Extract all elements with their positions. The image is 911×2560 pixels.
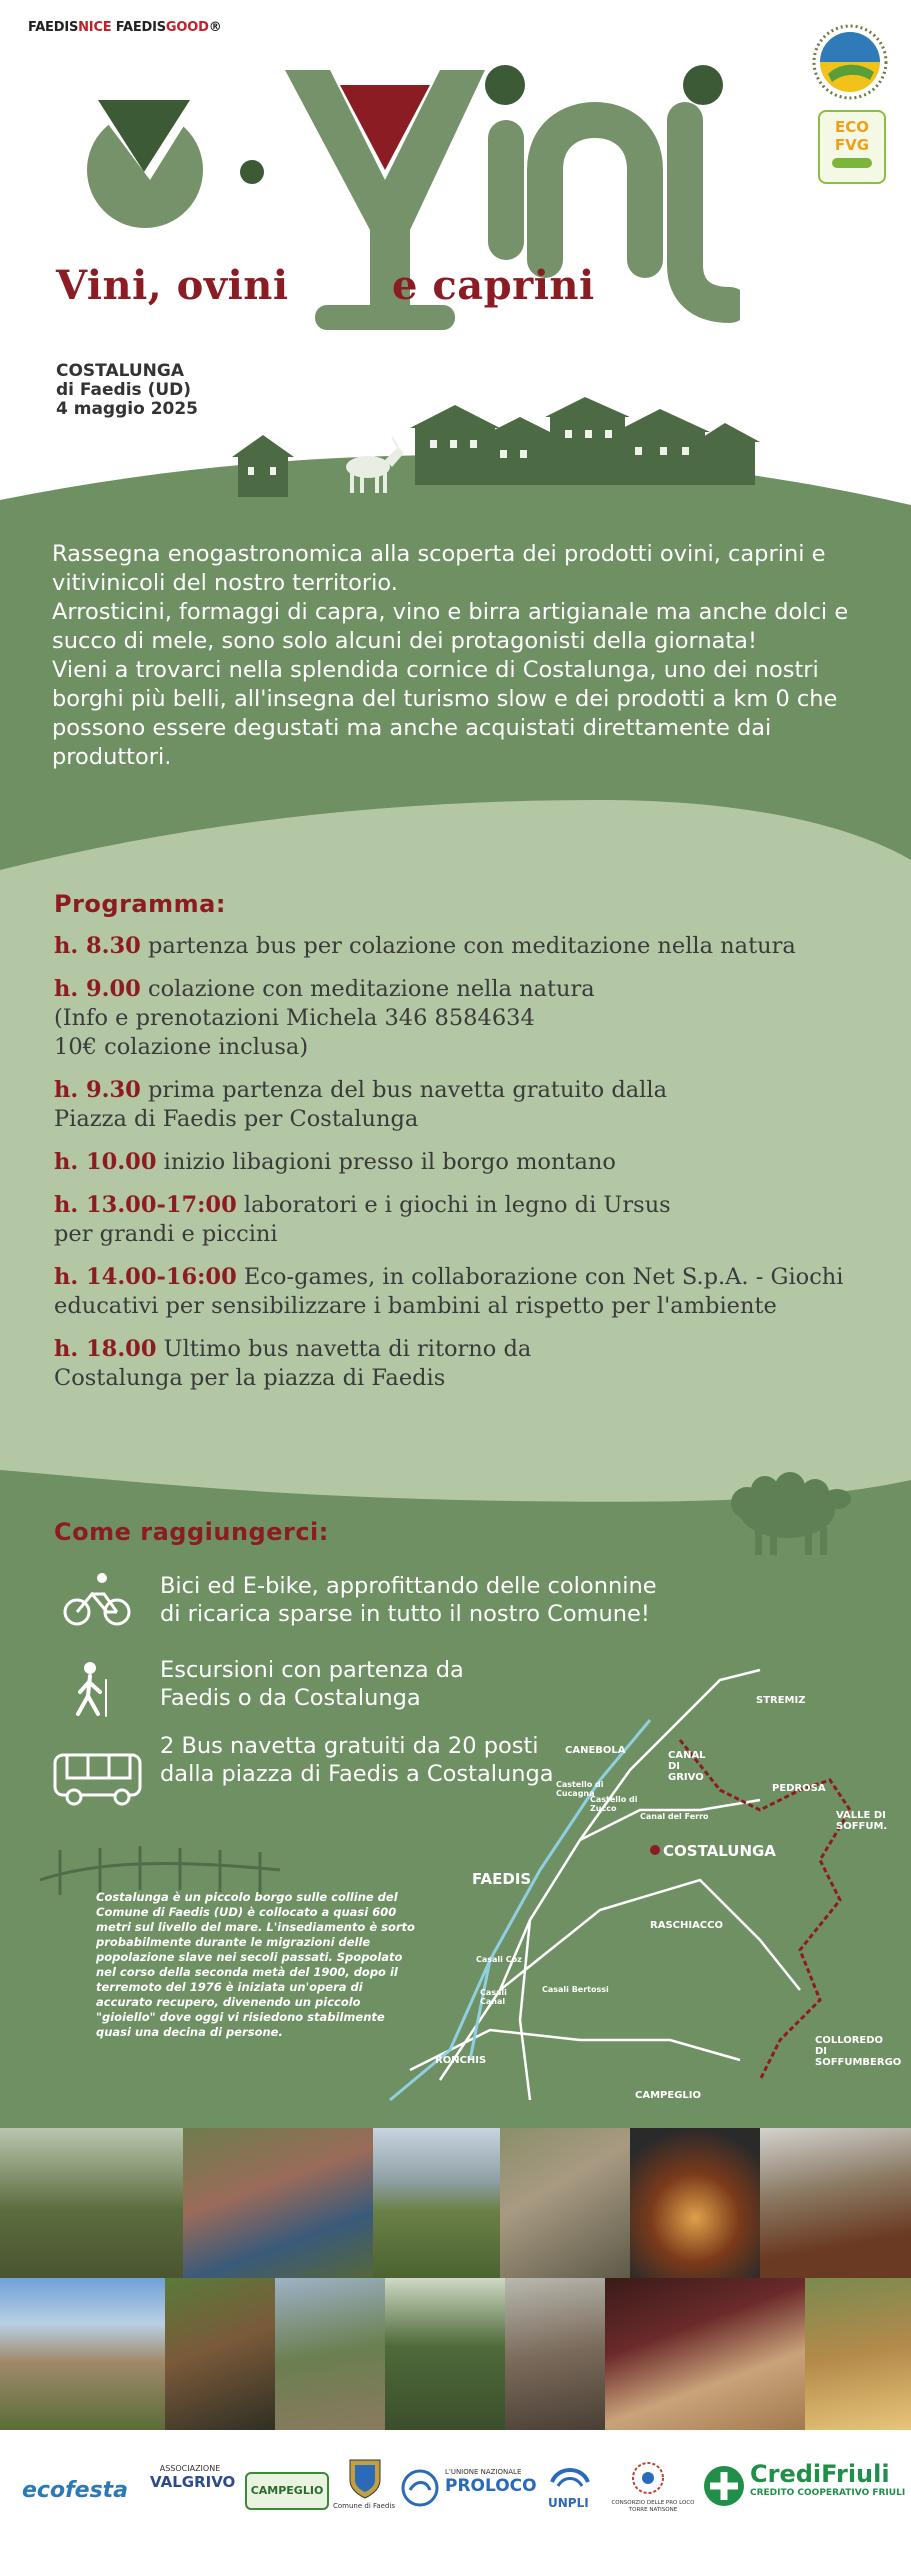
ecofesta-logo: ecofesta (22, 2478, 129, 2503)
map-label: Castello di Zucco (590, 1795, 638, 1813)
photo-forest (385, 2278, 505, 2430)
map-label: CANEBOLA (565, 1745, 626, 1756)
title-logo (40, 60, 740, 360)
photo-collage (0, 2128, 911, 2430)
proloco-icon (400, 2468, 440, 2508)
photo-street (275, 2278, 385, 2430)
intro-text: Rassegna enogastronomica alla scoperta dei prodotti ovini, caprini e vitivinicoli del nostro territorio. Arrosticini, formaggi di capra, vino e birra artigianale ma anche dolci e succo di mele, sono solo alcuni dei protagonisti della giornata! Vieni a trovarci nella splendida cornice di Costalunga, uno dei nostri borghi più belli, all'insegna del turismo slow e dei prodotti a km 0 che possono essere degustati ma anche acquistati direttamente dai produttori. (52, 541, 849, 770)
map-label: COLLOREDO DI SOFFUMBERGO (815, 2035, 902, 2068)
subtitle-right: e caprini (392, 262, 595, 309)
unpli-logo: UNPLI (548, 2496, 589, 2510)
program-item: h. 8.30 partenza bus per colazione con meditazione nella natura (54, 933, 796, 959)
map-label: COSTALUNGA (663, 1842, 776, 1860)
program-item: h. 14.00-16:00 Eco-games, in collaborazione con Net S.p.A. - Giochi educativi per sensibilizzare i bambini al rispetto per l'ambiente (54, 1264, 844, 1319)
program-item: h. 18.00 Ultimo bus navetta di ritorno da Costalunga per la piazza di Faedis (54, 1336, 532, 1391)
program-item: h. 9.30 prima partenza del bus navetta gratuito dalla Piazza di Faedis per Costalunga (54, 1077, 667, 1132)
photo-goats (165, 2278, 275, 2430)
reach-title: Come raggiungerci: (54, 1518, 329, 1546)
photo-church (0, 2278, 165, 2430)
faedis-brand: FAEDISNICE FAEDISGOOD® (28, 20, 222, 35)
photo-houses (500, 2128, 630, 2278)
map-label: Casali Bertossi (542, 1985, 609, 1994)
map-label: Casali Canal (480, 1988, 507, 2006)
map-label: CANAL DI GRIVO (668, 1750, 706, 1783)
village-illustration (220, 395, 780, 505)
bike-icon (62, 1570, 132, 1630)
program-title: Programma: (54, 890, 226, 918)
consorzio-label: CONSORZIO DELLE PRO LOCO TORRE NATISONE (611, 2500, 695, 2513)
photo-food (805, 2278, 911, 2430)
reach-bike: Bici ed E-bike, approfittando delle colonnine di ricarica sparse in tutto il nostro Comune! (160, 1573, 657, 1627)
map-label: PEDROSA (772, 1783, 826, 1794)
program-list (54, 932, 884, 1407)
map-label: Casali Coz (476, 1955, 522, 1964)
comune-crest-icon (345, 2450, 385, 2500)
photo-hikers (183, 2128, 373, 2278)
map-label: STREMIZ (756, 1695, 806, 1706)
event-place: COSTALUNGA di Faedis (UD) 4 maggio 2025 (56, 361, 199, 419)
comune-label: Comune di Faedis (333, 2502, 396, 2510)
sheep-icon (725, 1465, 855, 1560)
reach-bus: 2 Bus navetta gratuiti da 20 posti dalla piazza di Faedis a Costalunga (160, 1733, 554, 1787)
photo-trees (760, 2128, 911, 2278)
credifriuli-icon (702, 2464, 746, 2508)
map-label: RONCHIS (435, 2055, 487, 2066)
campeglio-logo: CAMPEGLIO (245, 2472, 329, 2510)
sponsor-footer (0, 2430, 911, 2560)
map-label: Canal del Ferro (640, 1812, 709, 1821)
bus-icon (52, 1750, 147, 1810)
costalunga-note: Costalunga è un piccolo borgo sulle colline del Comune di Faedis (UD) è collocato a quasi 600 metri sul livello del mare. L'insediamento è sorto probabilmente durante le migrazioni delle popolazione slave nei secoli passati. Spopolato nel corso della seconda metà del 1900, dopo il terremoto del 1976 è iniziata un'opera di accurato recupero, divenendo un piccolo "gioiello" dove oggi vi risiedono stabilmente quasi una decina di persone. (96, 1890, 415, 2039)
map-label: Castello di Cucagna (556, 1780, 604, 1798)
eco-fvg-badge: ECO FVG (818, 110, 886, 184)
round-badge-icon (810, 22, 890, 102)
program-item: h. 13.00-17:00 laboratori e i giochi in legno di Ursus per grandi e piccini (54, 1192, 671, 1247)
photo-wine (605, 2278, 805, 2430)
map-label: VALLE DI SOFFUM. (836, 1810, 888, 1832)
goat-icon (346, 437, 404, 493)
map-label: RASCHIACCO (650, 1920, 723, 1931)
proloco-logo: L'UNIONE NAZIONALE PROLOCO (445, 2468, 537, 2496)
photo-grill (630, 2128, 760, 2278)
title-text (360, 60, 361, 61)
valgrivo-logo: ASSOCIAZIONE VALGRIVO (150, 2464, 236, 2491)
hiker-icon (62, 1660, 122, 1720)
consorzio-icon (628, 2458, 668, 2498)
credifriuli-logo: CrediFriuli CREDITO COOPERATIVO FRIULI (750, 2460, 906, 2498)
photo-landscape (373, 2128, 500, 2278)
subtitle-left: Vini, ovini (56, 262, 289, 309)
map-label: FAEDIS (472, 1870, 532, 1888)
reach-hike: Escursioni con partenza da Faedis o da Costalunga (160, 1657, 464, 1711)
program-item: h. 9.00 colazione con meditazione nella natura (Info e prenotazioni Michela 346 8584634 10€ colazione inclusa) (54, 976, 595, 1060)
program-item: h. 10.00 inizio libagioni presso il borgo montano (54, 1149, 616, 1175)
map-label: CAMPEGLIO (635, 2090, 701, 2101)
photo-lane (505, 2278, 605, 2430)
photo-village (0, 2128, 183, 2278)
